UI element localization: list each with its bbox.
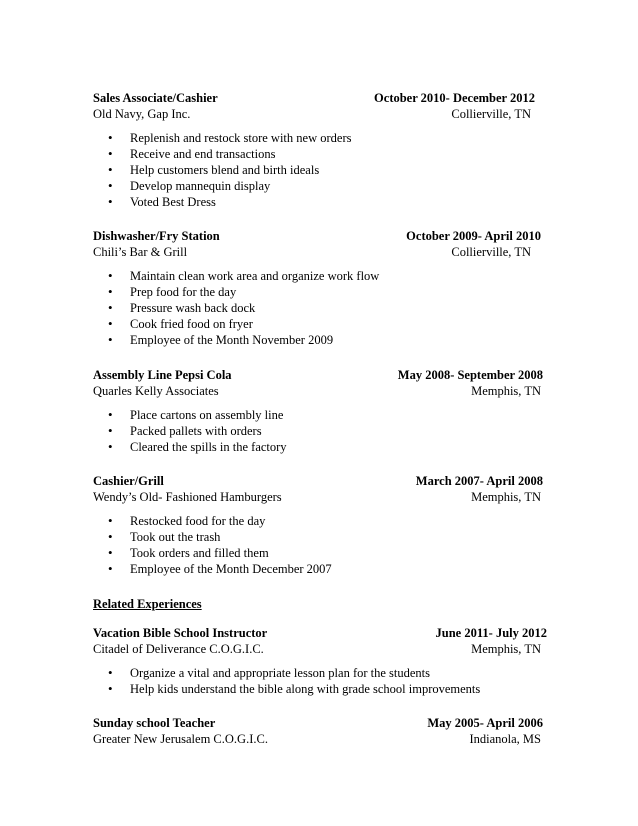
list-item: • Voted Best Dress (93, 194, 543, 210)
list-item: • Receive and end transactions (93, 146, 543, 162)
list-item: • Took out the trash (93, 529, 543, 545)
job-location: Memphis, TN (471, 642, 541, 656)
list-item: • Packed pallets with orders (93, 423, 543, 439)
job-duties (93, 407, 543, 455)
section-heading-related: Related Experiences (93, 597, 202, 611)
job-duties (93, 130, 543, 210)
job-title: Vacation Bible School Instructor (93, 626, 268, 640)
list-item: • Prep food for the day (93, 284, 543, 300)
list-item: • Replenish and restock store with new orders (93, 130, 543, 146)
job-employer: Chili’s Bar & Grill (93, 245, 188, 259)
job-dates: May 2008- September 2008 (397, 368, 543, 382)
job-duties (93, 665, 547, 697)
job-employer: Wendy’s Old- Fashioned Hamburgers (93, 490, 282, 504)
list-item: • Place cartons on assembly line (93, 407, 543, 423)
list-item: • Employee of the Month November 2009 (93, 332, 543, 348)
job-duties (93, 268, 543, 348)
job-title: Cashier/Grill (93, 474, 164, 488)
job-title: Sales Associate/Cashier (93, 91, 218, 105)
list-item: • Help kids understand the bible along with grade school improvements (93, 681, 547, 697)
job-cashier-grill (93, 473, 543, 577)
job-title: Sunday school Teacher (93, 716, 216, 730)
list-item: • Restocked food for the day (93, 513, 543, 529)
list-item: • Cleared the spills in the factory (93, 439, 543, 455)
job-employer: Greater New Jerusalem C.O.G.I.C. (93, 732, 268, 746)
job-assembly-line (93, 367, 543, 455)
job-duties (93, 513, 543, 577)
job-dates: May 2005- April 2006 (427, 716, 543, 730)
job-dates: October 2010- December 2012 (374, 91, 535, 105)
job-location: Memphis, TN (471, 384, 541, 398)
related-sunday-school-teacher (93, 715, 543, 747)
job-dishwasher (93, 228, 543, 348)
job-location: Collierville, TN (451, 107, 531, 121)
job-dates: October 2009- April 2010 (406, 229, 541, 243)
list-item: • Help customers blend and birth ideals (93, 162, 543, 178)
related-vbs-instructor (93, 625, 547, 697)
list-item: • Maintain clean work area and organize work flow (93, 268, 543, 284)
list-item: • Develop mannequin display (93, 178, 543, 194)
job-employer: Quarles Kelly Associates (93, 384, 219, 398)
job-location: Memphis, TN (471, 490, 541, 504)
job-location: Indianola, MS (469, 732, 541, 746)
job-dates: March 2007- April 2008 (415, 474, 543, 488)
job-employer: Citadel of Deliverance C.O.G.I.C. (93, 642, 264, 656)
list-item: • Took orders and filled them (93, 545, 543, 561)
job-sales-associate (93, 90, 543, 210)
job-title: Assembly Line Pepsi Cola (93, 368, 232, 382)
list-item: • Pressure wash back dock (93, 300, 543, 316)
list-item: • Employee of the Month December 2007 (93, 561, 543, 577)
job-dates: June 2011- July 2012 (435, 626, 547, 640)
list-item: • Organize a vital and appropriate lesson plan for the students (93, 665, 547, 681)
job-employer: Old Navy, Gap Inc. (93, 107, 191, 121)
job-title: Dishwasher/Fry Station (93, 229, 220, 243)
list-item: • Cook fried food on fryer (93, 316, 543, 332)
job-location: Collierville, TN (451, 245, 531, 259)
